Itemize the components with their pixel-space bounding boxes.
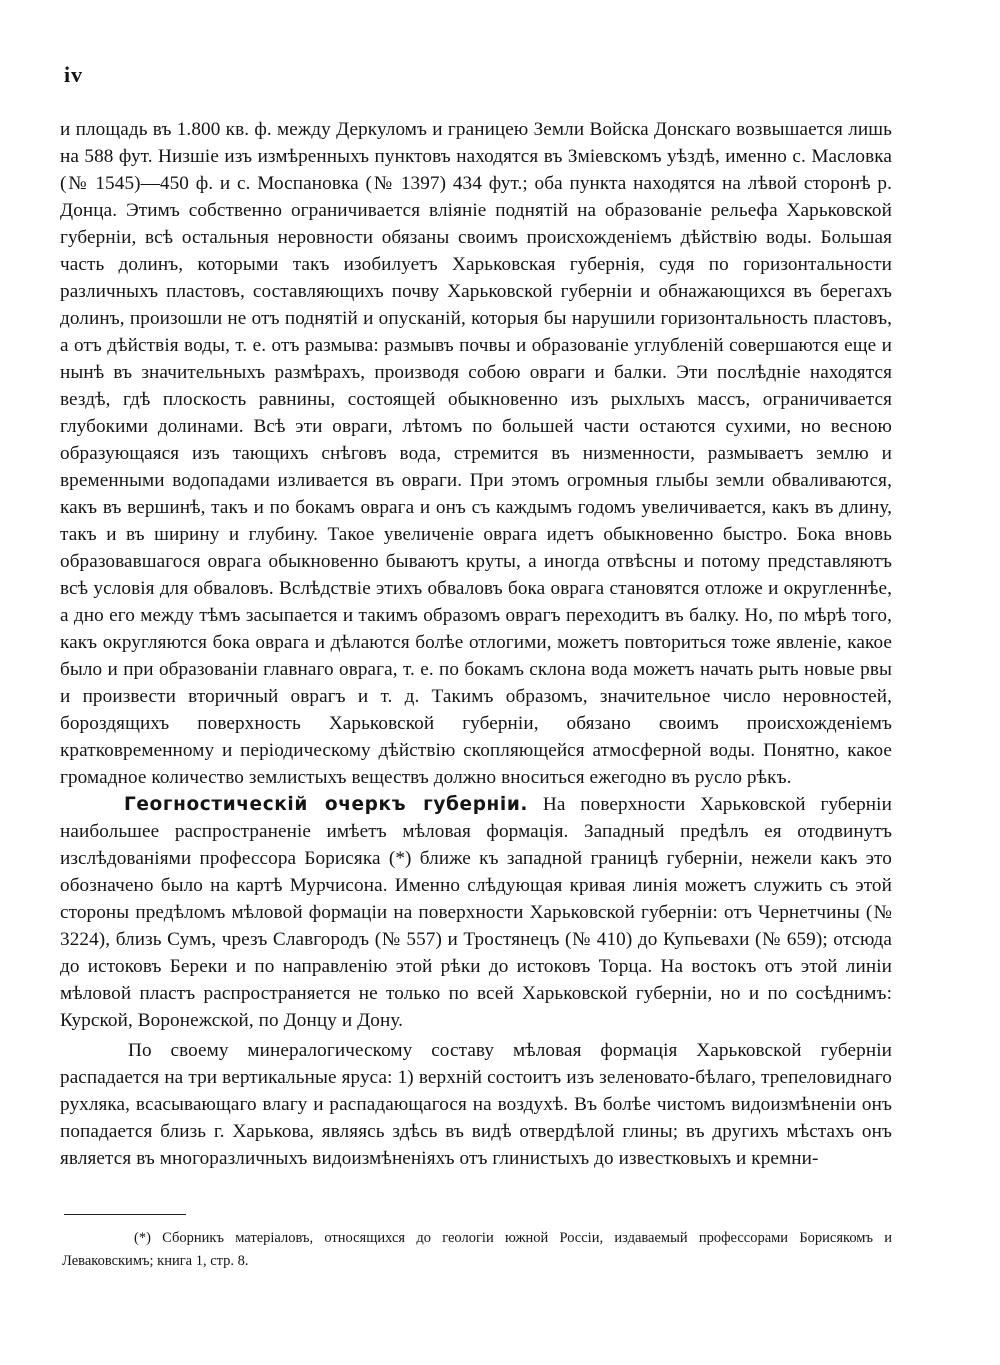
section-heading: Геогностическій очеркъ губерніи. bbox=[124, 794, 529, 815]
page-number: iv bbox=[64, 62, 84, 87]
footnote: (*) Сборникъ матеріаловъ, относящихся до геологіи южной Россіи, издаваемый профессорами Борисякомъ и Леваковскимъ; книга 1, стр. 8. bbox=[62, 1230, 892, 1269]
paragraph: По своему минералогическому составу мѣловая формація Харьковской губерніи распадается на три вертикальные яруса: 1) верхній состоитъ изъ зеленовато-бѣлаго, трепеловиднаго рухляка, всасывающаго влагу и распадающагося на воздухѣ. Въ болѣе чистомъ видоизмѣненіи онъ попадается близь г. Харькова, являясь здѣсь въ видѣ отвердѣлой глины; въ другихъ мѣстахъ онъ является въ многоразличныхъ видоизмѣненіяхъ отъ глинистыхъ до известковыхъ и кремни- bbox=[60, 1040, 892, 1169]
paragraph: и площадь въ 1.800 кв. ф. между Деркуломъ и границею Земли Войска Донскаго возвышается лишь на 588 фут. Низшіе изъ измѣренныхъ пунктовъ находятся въ Зміевскомъ уѣздѣ, именно с. Масловка (№ 1545)—450 ф. и с. Моспановка (№ 1397) 434 фут.; оба пункта находятся на лѣвой сторонѣ р. Донца. Этимъ собственно ограничивается вліяніе поднятій на образованіе рельефа Харьковской губерніи, всѣ остальныя неровности обязаны своимъ происхожденіемъ дѣйствію воды. Большая часть долинъ, которыми такъ изобилуетъ Харьковская губернія, судя по горизонтальности различныхъ пластовъ, составляющихъ почву Харьковской губерніи и обнажающихся въ берегахъ долинъ, произошли не отъ поднятій и опусканій, которыя бы нарушили горизонтальность пластовъ, а отъ дѣйствія воды, т. е. отъ размыва: размывъ почвы и образованіе углубленій совершаются еще и нынѣ въ значительныхъ размѣрахъ, производя собою овраги и балки. Эти послѣдніе находятся вездѣ, гдѣ плоскость равнины, состоящей обыкновенно изъ рыхлыхъ массъ, ограничивается глубокими долинами. Всѣ эти овраги, лѣтомъ по большей части остаются сухими, но весною образующаяся изъ тающихъ снѣговъ вода, стремится въ низменности, размываетъ землю и временными водопадами изливается въ овраги. При этомъ огромныя глыбы земли обваливаются, какъ въ вершинѣ, такъ и по бокамъ оврага и онъ съ каждымъ годомъ увеличивается, какъ въ длину, такъ и въ ширину и глубину. Такое увеличеніе оврага идетъ обыкновенно быстро. Бока вновь образовавшагося оврага обыкновенно бываютъ круты, а иногда отвѣсны и потому представляютъ всѣ условія для обваловъ. Вслѣдствіе этихъ обваловъ бока оврага становятся отложе и округленнѣе, а дно его между тѣмъ засыпается и такимъ образомъ оврагъ переходитъ въ балку. Но, по мѣрѣ того, какъ округляются бока оврага и дѣлаются болѣе отлогими, можетъ повториться тоже явленіе, какое было и при образованіи главнаго оврага, т. е. по бокамъ склона вода можетъ начать рыть новые рвы и произвести вторичный оврагъ и т. д. Такимъ образомъ, значительное число неровностей, бороздящихъ поверхность Харьковской губерніи, обязано своимъ происхожденіемъ кратковременному и періодическому дѣйствію скопляющейся атмосферной воды. Понятно, какое громадное количество землистыхъ веществъ должно вноситься ежегодно въ русло рѣкъ. bbox=[60, 119, 892, 788]
body-text bbox=[60, 116, 892, 1172]
footnote-rule bbox=[64, 1214, 186, 1215]
section-paragraph bbox=[60, 791, 892, 1034]
section-text: На поверхности Харьковской губерніи наибольшее распространеніе имѣетъ мѣловая формація. Западный предѣлъ ея отодвинутъ изслѣдованіями профессора Борисяка (*) ближе къ западной границѣ губерніи, нежели какъ это обозначено было на картѣ Мурчисона. Именно слѣдующая кривая линія можетъ служить съ этой стороны предѣломъ мѣловой формаціи на поверхности Харьковской губерніи: отъ Чернетчины (№ 3224), близь Сумъ, чрезъ Славгородъ (№ 557) и Тростянецъ (№ 410) до Купьевахи (№ 659); отсюда до истоковъ Береки и по направленію этой рѣки до истоковъ Торца. На востокъ отъ этой линіи мѣловой пластъ распространяется не только по всей Харьковской губерніи, но и по сосѣднимъ: Курской, Воронежской, по Донцу и Дону. bbox=[60, 794, 892, 1031]
